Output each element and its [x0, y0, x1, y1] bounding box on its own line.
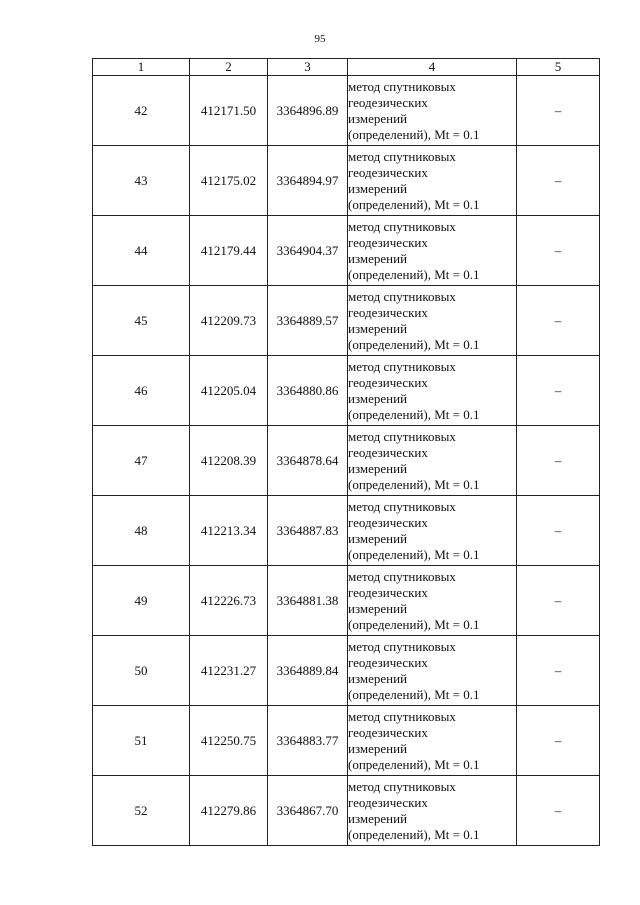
- note-cell: –: [517, 216, 600, 286]
- method-line-2: геодезических: [348, 514, 428, 530]
- column-header-1: 1: [93, 59, 190, 76]
- method-cell: [348, 76, 517, 146]
- method-line-3: измерений: [348, 810, 408, 826]
- method-line-1: метод спутниковых: [348, 568, 456, 584]
- table-row: [93, 286, 600, 356]
- method-line-4: (определений), Mt = 0.1: [348, 196, 480, 212]
- note-cell: –: [517, 706, 600, 776]
- method-line-1: метод спутниковых: [348, 288, 456, 304]
- method-line-1: метод спутниковых: [348, 218, 456, 234]
- method-line-3: измерений: [348, 670, 408, 686]
- method-line-4: (определений), Mt = 0.1: [348, 406, 480, 422]
- point-number-cell: 47: [93, 426, 190, 496]
- point-number-cell: 44: [93, 216, 190, 286]
- method-line-2: геодезических: [348, 654, 428, 670]
- x-coordinate-cell: 412209.73: [190, 286, 268, 356]
- method-line-3: измерений: [348, 740, 408, 756]
- method-line-3: измерений: [348, 110, 408, 126]
- table-row: [93, 776, 600, 846]
- method-line-4: (определений), Mt = 0.1: [348, 266, 480, 282]
- y-coordinate-cell: 3364887.83: [268, 496, 348, 566]
- method-line-1: метод спутниковых: [348, 428, 456, 444]
- table-header-row: [93, 59, 600, 76]
- y-coordinate-cell: 3364889.84: [268, 636, 348, 706]
- method-cell: [348, 776, 517, 846]
- table-row: [93, 76, 600, 146]
- method-line-3: измерений: [348, 460, 408, 476]
- x-coordinate-cell: 412175.02: [190, 146, 268, 216]
- note-cell: –: [517, 636, 600, 706]
- point-number-cell: 46: [93, 356, 190, 426]
- x-coordinate-cell: 412213.34: [190, 496, 268, 566]
- method-cell: [348, 496, 517, 566]
- method-cell: [348, 286, 517, 356]
- method-line-2: геодезических: [348, 794, 428, 810]
- y-coordinate-cell: 3364878.64: [268, 426, 348, 496]
- method-line-4: (определений), Mt = 0.1: [348, 476, 480, 492]
- method-line-1: метод спутниковых: [348, 708, 456, 724]
- note-cell: –: [517, 286, 600, 356]
- method-line-4: (определений), Mt = 0.1: [348, 336, 480, 352]
- method-line-4: (определений), Mt = 0.1: [348, 686, 480, 702]
- method-line-4: (определений), Mt = 0.1: [348, 616, 480, 632]
- method-line-3: измерений: [348, 530, 408, 546]
- method-cell: [348, 356, 517, 426]
- table-row: [93, 706, 600, 776]
- method-line-4: (определений), Mt = 0.1: [348, 546, 480, 562]
- note-cell: –: [517, 356, 600, 426]
- x-coordinate-cell: 412279.86: [190, 776, 268, 846]
- note-cell: –: [517, 146, 600, 216]
- method-line-1: метод спутниковых: [348, 778, 456, 794]
- x-coordinate-cell: 412231.27: [190, 636, 268, 706]
- method-line-1: метод спутниковых: [348, 358, 456, 374]
- point-number-cell: 42: [93, 76, 190, 146]
- point-number-cell: 52: [93, 776, 190, 846]
- x-coordinate-cell: 412179.44: [190, 216, 268, 286]
- method-line-4: (определений), Mt = 0.1: [348, 126, 480, 142]
- method-line-2: геодезических: [348, 724, 428, 740]
- coordinates-table: [92, 58, 600, 846]
- column-header-3: 3: [268, 59, 348, 76]
- y-coordinate-cell: 3364883.77: [268, 706, 348, 776]
- method-cell: [348, 216, 517, 286]
- method-cell: [348, 636, 517, 706]
- point-number-cell: 45: [93, 286, 190, 356]
- table-row: [93, 216, 600, 286]
- method-line-1: метод спутниковых: [348, 498, 456, 514]
- method-cell: [348, 146, 517, 216]
- note-cell: –: [517, 496, 600, 566]
- method-line-1: метод спутниковых: [348, 148, 456, 164]
- note-cell: –: [517, 426, 600, 496]
- method-line-3: измерений: [348, 390, 408, 406]
- note-cell: –: [517, 776, 600, 846]
- y-coordinate-cell: 3364867.70: [268, 776, 348, 846]
- method-cell: [348, 426, 517, 496]
- note-cell: –: [517, 566, 600, 636]
- note-cell: –: [517, 76, 600, 146]
- column-header-5: 5: [517, 59, 600, 76]
- table-row: [93, 636, 600, 706]
- point-number-cell: 51: [93, 706, 190, 776]
- y-coordinate-cell: 3364904.37: [268, 216, 348, 286]
- method-line-2: геодезических: [348, 304, 428, 320]
- method-line-2: геодезических: [348, 234, 428, 250]
- y-coordinate-cell: 3364880.86: [268, 356, 348, 426]
- column-header-2: 2: [190, 59, 268, 76]
- x-coordinate-cell: 412171.50: [190, 76, 268, 146]
- table-row: [93, 356, 600, 426]
- method-line-1: метод спутниковых: [348, 78, 456, 94]
- method-line-2: геодезических: [348, 94, 428, 110]
- method-cell: [348, 706, 517, 776]
- method-line-3: измерений: [348, 320, 408, 336]
- x-coordinate-cell: 412208.39: [190, 426, 268, 496]
- method-line-2: геодезических: [348, 374, 428, 390]
- method-line-2: геодезических: [348, 584, 428, 600]
- method-line-2: геодезических: [348, 444, 428, 460]
- table-row: [93, 496, 600, 566]
- x-coordinate-cell: 412226.73: [190, 566, 268, 636]
- y-coordinate-cell: 3364881.38: [268, 566, 348, 636]
- method-line-3: измерений: [348, 250, 408, 266]
- method-line-3: измерений: [348, 600, 408, 616]
- y-coordinate-cell: 3364889.57: [268, 286, 348, 356]
- method-line-2: геодезических: [348, 164, 428, 180]
- method-line-4: (определений), Mt = 0.1: [348, 826, 480, 842]
- y-coordinate-cell: 3364894.97: [268, 146, 348, 216]
- table-row: [93, 566, 600, 636]
- x-coordinate-cell: 412205.04: [190, 356, 268, 426]
- point-number-cell: 43: [93, 146, 190, 216]
- method-line-3: измерений: [348, 180, 408, 196]
- table-row: [93, 426, 600, 496]
- method-cell: [348, 566, 517, 636]
- point-number-cell: 49: [93, 566, 190, 636]
- table-row: [93, 146, 600, 216]
- point-number-cell: 48: [93, 496, 190, 566]
- x-coordinate-cell: 412250.75: [190, 706, 268, 776]
- y-coordinate-cell: 3364896.89: [268, 76, 348, 146]
- method-line-4: (определений), Mt = 0.1: [348, 756, 480, 772]
- column-header-4: 4: [348, 59, 517, 76]
- page-number: 95: [314, 33, 326, 45]
- table-body: [93, 76, 600, 846]
- method-line-1: метод спутниковых: [348, 638, 456, 654]
- point-number-cell: 50: [93, 636, 190, 706]
